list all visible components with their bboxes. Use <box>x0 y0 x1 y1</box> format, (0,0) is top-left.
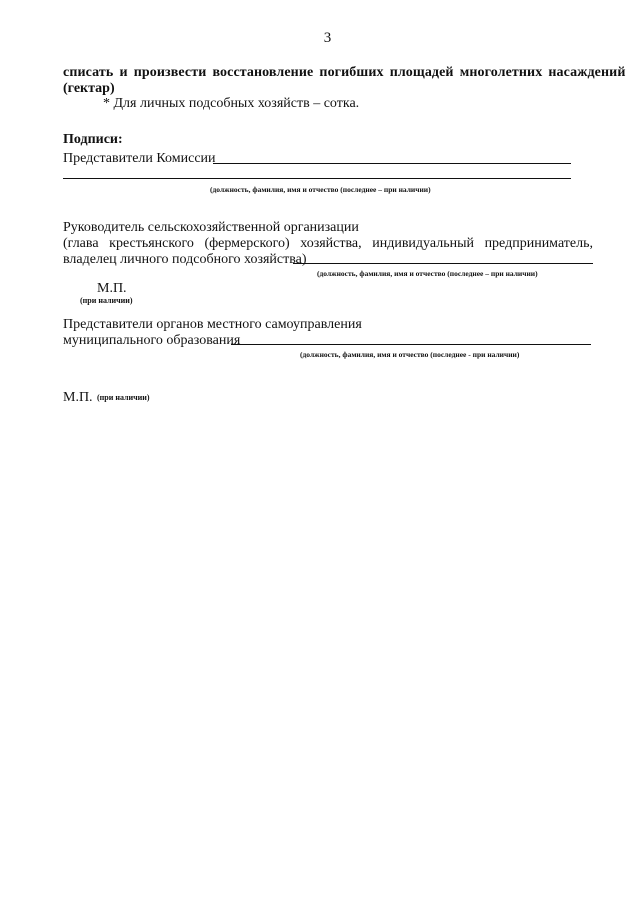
stamp-note-2: (при наличии) <box>97 393 150 402</box>
page-number: 3 <box>323 30 332 46</box>
local-line-2: муниципального образования <box>63 333 241 348</box>
commission-label: Представители Комиссии <box>63 151 216 166</box>
head-signature-line <box>293 263 593 264</box>
stamp-place-2: М.П. <box>63 390 93 405</box>
header-line-2: (гектар) <box>63 81 115 96</box>
local-caption: (должность, фамилия, имя и отчество (последнее - при наличии) <box>300 350 520 359</box>
footnote: * Для личных подсобных хозяйств – сотка. <box>103 96 360 111</box>
commission-signature-line <box>213 163 571 164</box>
head-line-3: владелец личного подсобного хозяйства) <box>63 252 307 267</box>
head-caption: (должность, фамилия, имя и отчество (последнее – при наличии) <box>317 269 538 278</box>
stamp-note-1: (при наличии) <box>80 296 133 305</box>
local-line-1: Представители органов местного самоуправления <box>63 317 362 332</box>
signatures-heading: Подписи: <box>63 132 123 147</box>
header-line-1: списать и произвести восстановление погибших площадей многолетних насаждений <box>63 65 626 80</box>
head-line-1: Руководитель сельскохозяйственной организации <box>63 220 359 235</box>
commission-signature-line-2 <box>63 178 571 179</box>
head-line-2: (глава крестьянского (фермерского) хозяйства, индивидуальный предприниматель, <box>63 236 593 251</box>
commission-caption: (должность, фамилия, имя и отчество (последнее – при наличии) <box>210 185 431 194</box>
local-signature-line <box>231 344 591 345</box>
stamp-place-1: М.П. <box>97 281 127 296</box>
